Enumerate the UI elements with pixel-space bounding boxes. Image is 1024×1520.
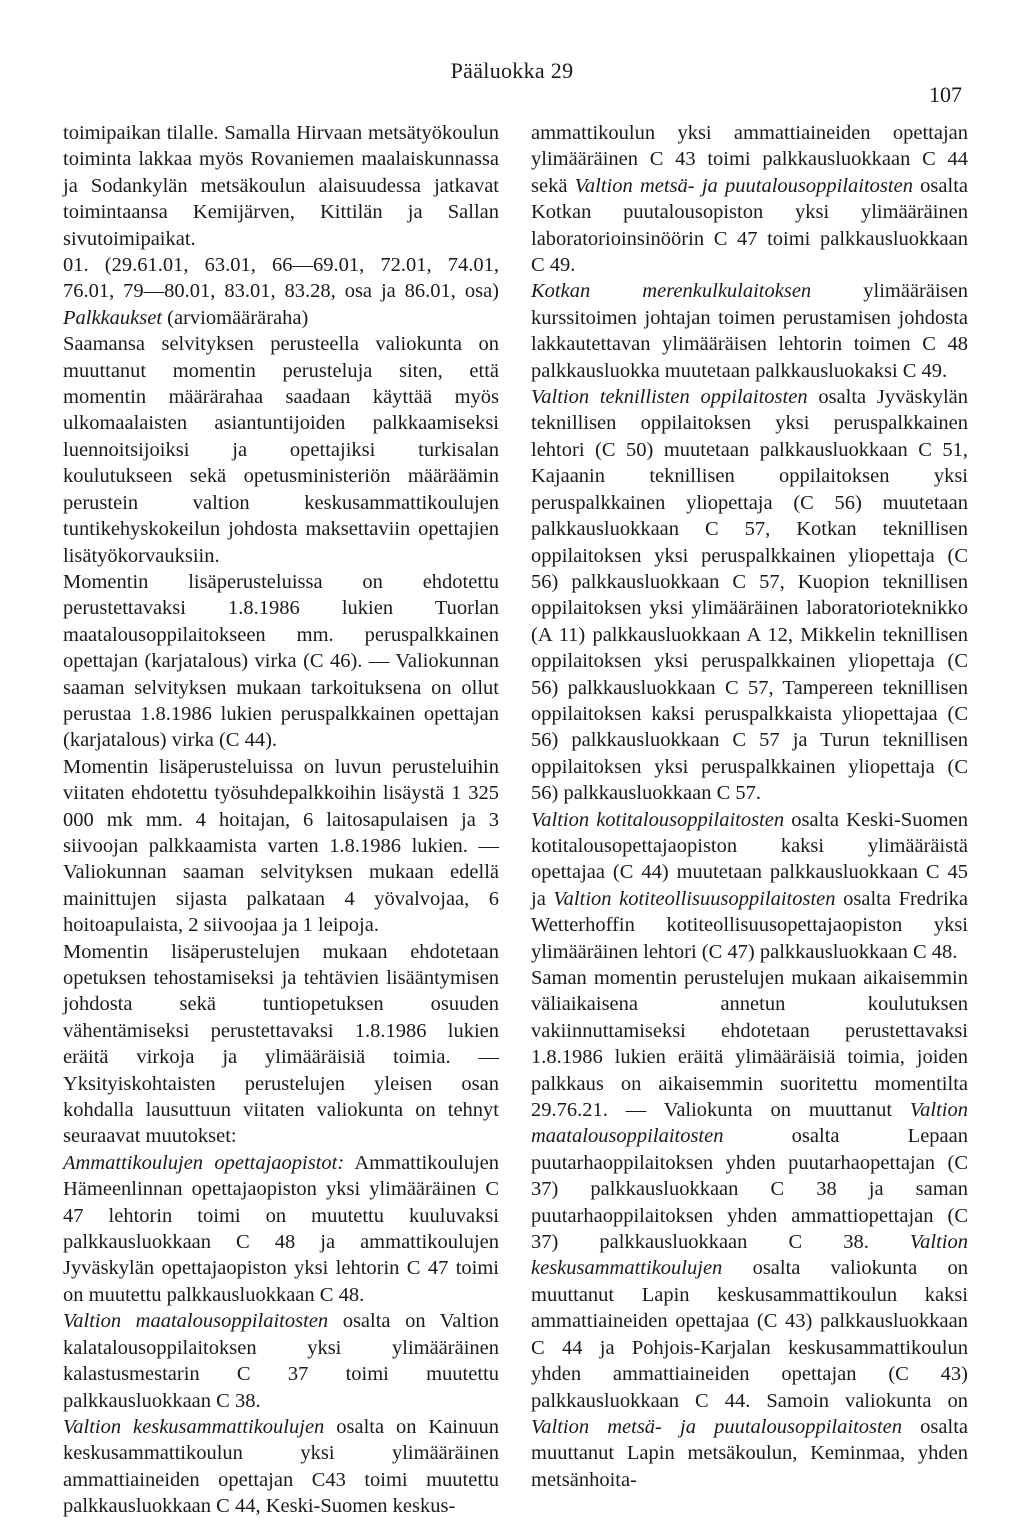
- italic-term: Kotkan merenkulkulaitoksen: [531, 280, 812, 303]
- paragraph-text: ammattikoulun yksi ammattiaineiden opettajan ylimääräinen C 43 toimi palkkausluokkaan C 44 sekä: [531, 122, 968, 197]
- italic-term: Valtion maatalousoppilaitosten: [531, 1099, 968, 1148]
- paragraph: [531, 384, 968, 807]
- italic-term: Valtion metsä- ja puutalousoppilaitosten: [574, 174, 913, 197]
- paragraph: [531, 278, 968, 384]
- paragraph-text: Saman momentin perustelujen mukaan aikaisemmin väliaikaisena annetun koulutuksen vakiinnuttamiseksi ehdotetaan perustettavaksi 1.8.1986 lukien eräitä ylimääräisiä toimia, joiden palkkaus on aikaisemmin suoritettu momentilta 29.76.21. — Valiokunta on muuttanut: [531, 967, 968, 1122]
- heading-title: Palkkaukset: [63, 306, 163, 329]
- paragraph-text: osalta on Kainuun keskusammattikoulun yksi ylimääräinen ammattiaineiden opettajan C43 toimi muutettu palkkausluokkaan C 44, Keski-Suomen keskus-: [63, 1415, 500, 1518]
- italic-term: Valtion kotitalousoppilaitosten: [531, 808, 785, 831]
- paragraph-text: osalta Keski-Suomen kotitalousopettajaopiston kaksi ylimääräistä opettajaa (C 44) muutetaan palkkausluokkaan C 45 ja: [531, 808, 968, 910]
- paragraph: [63, 1414, 499, 1520]
- right-column: [531, 120, 968, 1493]
- heading-suffix: (arviomääräraha): [162, 306, 309, 329]
- paragraph: Saamansa selvityksen perusteella valiokunta on muuttanut momentin perusteluja siten, että momentin määrärahaa saadaan käyttää myös ulkomaalaisten asiantuntijoiden palkkaamiseksi luennoitsijoiksi ja opettajiksi turkisalan koulutukseen sekä opetusministeriön määräämin perustein valtion keskusammattikoulujen tuntikehyskokeilun johdosta maksettaviin opettajien lisätyökorvauksiin.: [63, 333, 499, 567]
- italic-term: Valtion maatalousoppilaitosten: [63, 1310, 329, 1333]
- paragraph-text: osalta muuttanut Lapin metsäkoulun, Keminmaa, yhden metsänhoita-: [531, 1415, 968, 1491]
- section-heading: [63, 252, 499, 331]
- paragraph: toimipaikan tilalle. Samalla Hirvaan metsätyökoulun toiminta lakkaa myös Rovaniemen maalaiskunnassa ja Sodankylän metsäkoulun alaisuudessa jatkavat toimintaansa Kemijärven, Kittilän ja Sallan sivutoimipaikat.: [63, 122, 499, 250]
- paragraph-text: osalta Kotkan puutalousopiston yksi ylimääräinen laboratorioinsinöörin C 47 toimi palkkausluokkaan C 49.: [531, 174, 968, 277]
- italic-term: Ammattikoulujen opettajaopistot:: [63, 1151, 345, 1174]
- italic-term: Valtion metsä- ja puutalousoppilaitosten: [531, 1415, 903, 1438]
- italic-term: Valtion keskusammattikoulujen: [531, 1231, 968, 1280]
- italic-term: Valtion keskusammattikoulujen: [63, 1415, 325, 1438]
- paragraph-text: osalta Jyväskylän teknillisen oppilaitoksen yksi peruspalkkainen lehtori (C 50) muutetaan palkkausluokkaan C 51, Kajaanin teknillisen oppilaitoksen yksi peruspalkkainen yliopettaja (C 56) muutetaan palkkausluokkaan C 57, Kotkan teknillisen oppilaitoksen yksi peruspalkkainen yliopettaja (C 56) palkkausluokkaan C 57, Kuopion teknillisen oppilaitoksen yksi ylimääräinen laboratorioteknikko (A 11) palkkausluokkaan A 12, Mikkelin teknillisen oppilaitoksen yksi peruspalkkainen yliopettaja (C 56) palkkausluokkaan C 57, Tampereen teknillisen oppilaitoksen kaksi peruspalkkaista yliopettajaa (C 56) palkkausluokkaan C 57 ja Turun teknillisen oppilaitoksen yksi peruspalkkainen yliopettaja (C 56) palkkausluokkaan C 57.: [531, 386, 969, 805]
- paragraph: Momentin lisäperusteluissa on ehdotettu perustettavaksi 1.8.1986 lukien Tuorlan maatalousoppilaitokseen mm. peruspalkkainen opettajan (karjatalous) virka (C 46). — Valiokunnan saaman selvityksen mukaan tarkoituksena on ollut perustaa 1.8.1986 lukien peruspalkkainen opettajan (karjatalous) virka (C 44).: [63, 570, 499, 752]
- paragraph: [63, 1150, 499, 1308]
- paragraph: [531, 807, 968, 965]
- heading-reference: 01. (29.61.01, 63.01, 66—69.01, 72.01, 74.01, 76.01, 79—80.01, 83.01, 83.28, osa ja 86.01, osa): [63, 254, 499, 303]
- paragraph: Momentin lisäperusteluissa on luvun perusteluihin viitaten ehdotettu työsuhdepalkkoihin lisäystä 1 325 000 mk mm. 4 hoitajan, 6 laitosapulaisen ja 3 siivoojan palkkaamista varten 1.8.1986 lukien. — Valiokunnan saaman selvityksen mukaan edellä mainittujen sijasta palkataan 4 yövalvojaa, 6 hoitoapulaista, 2 siivoojaa ja 1 leipoja.: [63, 755, 499, 937]
- paragraph-text: osalta Lepaan puutarhaoppilaitoksen yhden puutarhaopettajan (C 37) palkkausluokkaan C 38 ja saman puutarhaoppilaitoksen yhden ammattiopettajan (C 37) palkkausluokkaan C 38.: [531, 1125, 968, 1254]
- paragraph: Momentin lisäperustelujen mukaan ehdotetaan opetuksen tehostamiseksi ja tehtävien lisääntymisen johdosta sekä tuntiopetuksen osuuden vähentämiseksi perustettavaksi 1.8.1986 lukien eräitä virkoja ja ylimääräisiä toimia. — Yksityiskohtaisten perustelujen yleisen osan kohdalla lausuttuun viitaten valiokunta on tehnyt seuraavat muutokset:: [63, 940, 499, 1148]
- left-column: [63, 120, 499, 1520]
- paragraph-text: ylimääräisen kurssitoimen johtajan toimen perustamisen johdosta lakkautettavan ylimääräisen lehtorin toimen C 48 palkkausluokka muutetaan palkkausluokaksi C 49.: [531, 280, 969, 382]
- italic-term: Valtion kotiteollisuusoppilaitosten: [553, 887, 836, 910]
- paragraph-text: osalta Fredrika Wetterhoffin kotiteollisuusopettajaopiston yksi ylimääräinen lehtori (C 47) palkkausluokkaan C 48.: [531, 887, 969, 963]
- paragraph-text: Ammattikoulujen Hämeenlinnan opettajaopiston yksi ylimääräinen C 47 lehtorin toimi on muutettu kuuluvaksi palkkausluokkaan C 48 ja ammattikoulujen Jyväskylän opettajaopiston yksi lehtorin C 47 toimi on muutettu palkkausluokkaan C 48.: [63, 1151, 499, 1306]
- running-head: Pääluokka 29: [450, 58, 574, 83]
- paragraph-text: osalta on Valtion kalatalousoppilaitoksen yksi ylimääräinen kalastusmestarin C 37 toimi muutettu palkkausluokkaan C 38.: [63, 1310, 499, 1412]
- page-number: 107: [929, 82, 962, 107]
- italic-term: Valtion teknillisten oppilaitosten: [531, 386, 808, 409]
- paragraph: [531, 120, 968, 278]
- paragraph: [531, 965, 968, 1493]
- paragraph: [63, 1308, 499, 1414]
- paragraph-text: osalta valiokunta on muuttanut Lapin keskusammattikoulun kaksi ammattiaineiden opettajaa (C 43) palkkausluokkaan C 44 ja Pohjois-Karjalan keskusammattikoulun yhden ammattiaineiden opettajan (C 43) palkkausluokkaan C 44. Samoin valiokunta on: [531, 1257, 968, 1412]
